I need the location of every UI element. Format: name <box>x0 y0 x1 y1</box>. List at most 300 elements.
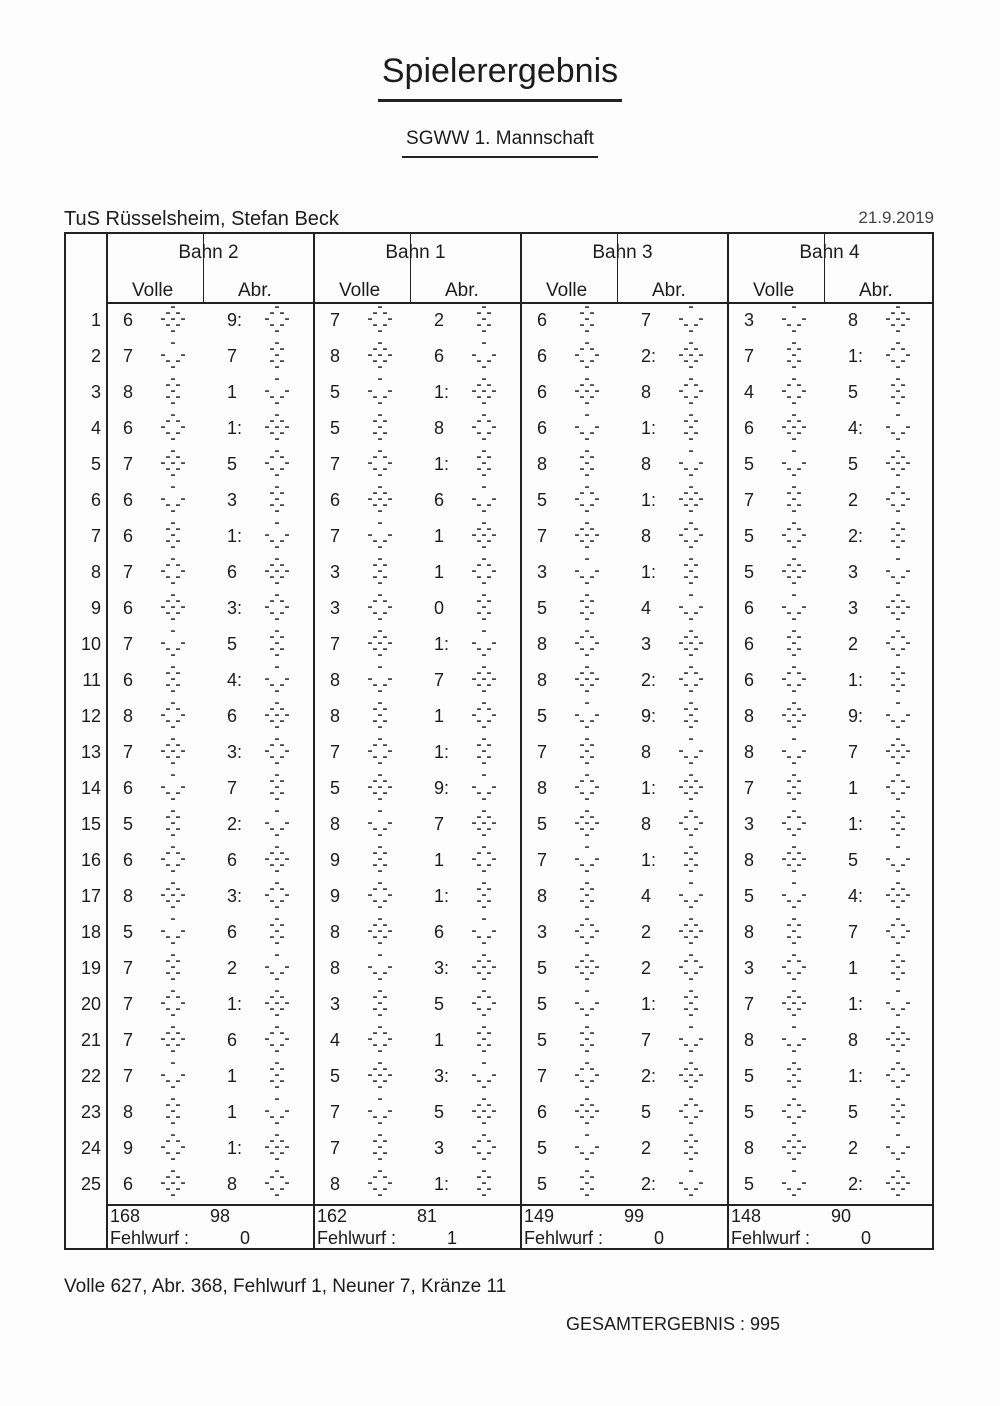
pin-diagram-icon <box>779 844 809 874</box>
volle-value: 8 <box>123 382 134 402</box>
volle-value: 7 <box>123 1030 134 1050</box>
score-row <box>66 556 936 592</box>
lane-header: Bahn 2 <box>178 242 239 263</box>
row-number: 11 <box>82 670 101 690</box>
row-number: 8 <box>90 562 101 582</box>
pin-diagram-icon <box>883 592 913 622</box>
pin-diagram-icon <box>469 952 499 982</box>
abr-value: 4 <box>641 598 652 618</box>
pin-diagram-icon <box>676 1060 706 1090</box>
pin-diagram-icon <box>676 916 706 946</box>
pin-diagram-icon <box>158 844 188 874</box>
pin-diagram-icon <box>158 736 188 766</box>
abr-value: 3: <box>434 1066 450 1086</box>
pin-diagram-icon <box>572 592 602 622</box>
pin-diagram-icon <box>262 916 292 946</box>
volle-value: 4 <box>330 1030 341 1050</box>
pin-diagram-icon <box>676 520 706 550</box>
sum-abr: 90 <box>831 1206 852 1226</box>
abr-value: 7 <box>227 778 238 798</box>
abr-value: 5 <box>227 634 238 654</box>
abr-value: 3: <box>227 886 243 906</box>
abr-value: 0 <box>434 598 445 618</box>
volle-value: 6 <box>744 598 755 618</box>
volle-value: 6 <box>123 526 134 546</box>
abr-value: 9: <box>434 778 450 798</box>
pin-diagram-icon <box>158 808 188 838</box>
lane-sum <box>727 1206 934 1250</box>
pin-diagram-icon <box>262 448 292 478</box>
pin-diagram-icon <box>572 1168 602 1198</box>
volle-value: 3 <box>744 310 755 330</box>
abr-value: 1: <box>434 742 450 762</box>
pin-diagram-icon <box>158 592 188 622</box>
pin-diagram-icon <box>469 556 499 586</box>
pin-diagram-icon <box>158 340 188 370</box>
pin-diagram-icon <box>883 1060 913 1090</box>
pin-diagram-icon <box>676 772 706 802</box>
pin-diagram-icon <box>572 340 602 370</box>
abr-value: 1 <box>848 778 859 798</box>
abr-value: 2 <box>641 1138 652 1158</box>
pin-diagram-icon <box>158 700 188 730</box>
pin-diagram-icon <box>365 376 395 406</box>
volle-value: 9 <box>123 1138 134 1158</box>
pin-diagram-icon <box>158 664 188 694</box>
pin-diagram-icon <box>262 844 292 874</box>
abr-value: 8 <box>641 526 652 546</box>
abr-value: 7 <box>434 814 445 834</box>
abr-value: 7 <box>641 310 652 330</box>
pin-diagram-icon <box>779 700 809 730</box>
pin-diagram-icon <box>469 700 499 730</box>
volle-value: 7 <box>123 562 134 582</box>
pin-diagram-icon <box>676 736 706 766</box>
pin-diagram-icon <box>469 412 499 442</box>
volle-value: 6 <box>123 1174 134 1194</box>
volle-value: 7 <box>330 526 341 546</box>
pin-diagram-icon <box>262 412 292 442</box>
volle-value: 5 <box>744 562 755 582</box>
volle-value: 8 <box>330 670 341 690</box>
volle-value: 5 <box>537 706 548 726</box>
volle-value: 3 <box>537 922 548 942</box>
pin-diagram-icon <box>469 880 499 910</box>
abr-value: 9: <box>641 706 657 726</box>
abr-value: 8 <box>434 418 445 438</box>
abr-value: 4: <box>848 418 864 438</box>
pin-diagram-icon <box>883 916 913 946</box>
row-number: 19 <box>80 958 101 978</box>
pin-diagram-icon <box>676 844 706 874</box>
volle-value: 6 <box>123 490 134 510</box>
pin-diagram-icon <box>158 484 188 514</box>
pin-diagram-icon <box>572 916 602 946</box>
volle-value: 6 <box>744 670 755 690</box>
pin-diagram-icon <box>469 304 499 334</box>
pin-diagram-icon <box>883 484 913 514</box>
volle-header: Volle <box>339 280 381 301</box>
pin-diagram-icon <box>883 844 913 874</box>
volle-value: 7 <box>123 634 134 654</box>
pin-diagram-icon <box>572 808 602 838</box>
volle-value: 6 <box>537 382 548 402</box>
abr-value: 1: <box>227 1138 243 1158</box>
pin-diagram-icon <box>676 304 706 334</box>
pin-diagram-icon <box>779 664 809 694</box>
pin-diagram-icon <box>676 700 706 730</box>
pin-diagram-icon <box>262 952 292 982</box>
score-row <box>66 1096 936 1132</box>
player-name: TuS Rüsselsheim, Stefan Beck <box>64 208 339 230</box>
volle-value: 7 <box>744 778 755 798</box>
pin-diagram-icon <box>883 808 913 838</box>
pin-diagram-icon <box>572 304 602 334</box>
pin-diagram-icon <box>469 664 499 694</box>
volle-value: 5 <box>537 490 548 510</box>
pin-diagram-icon <box>779 736 809 766</box>
volle-value: 5 <box>744 454 755 474</box>
volle-value: 7 <box>330 634 341 654</box>
pin-diagram-icon <box>779 808 809 838</box>
volle-value: 5 <box>330 778 341 798</box>
abr-value: 2 <box>641 958 652 978</box>
fehlwurf-value: 1 <box>447 1228 458 1248</box>
abr-value: 7 <box>848 742 859 762</box>
pin-diagram-icon <box>469 808 499 838</box>
abr-value: 1: <box>434 1174 450 1194</box>
pin-diagram-icon <box>365 952 395 982</box>
sum-abr: 98 <box>210 1206 231 1226</box>
pin-diagram-icon <box>262 304 292 334</box>
volle-value: 6 <box>123 850 134 870</box>
pin-diagram-icon <box>262 700 292 730</box>
score-row <box>66 664 936 700</box>
score-row <box>66 1024 936 1060</box>
pin-diagram-icon <box>469 1168 499 1198</box>
volle-value: 5 <box>123 922 134 942</box>
pin-diagram-icon <box>883 628 913 658</box>
abr-value: 2: <box>641 1066 657 1086</box>
pin-diagram-icon <box>262 1132 292 1162</box>
pin-diagram-icon <box>883 736 913 766</box>
pin-diagram-icon <box>676 376 706 406</box>
volle-value: 7 <box>744 346 755 366</box>
abr-value: 5 <box>434 1102 445 1122</box>
pin-diagram-icon <box>158 556 188 586</box>
volle-value: 8 <box>123 886 134 906</box>
pin-diagram-icon <box>572 664 602 694</box>
fehlwurf-label: Fehlwurf : <box>731 1228 811 1248</box>
score-row <box>66 880 936 916</box>
volle-value: 8 <box>123 1102 134 1122</box>
score-row <box>66 412 936 448</box>
pin-diagram-icon <box>883 772 913 802</box>
volle-value: 7 <box>330 1138 341 1158</box>
pin-diagram-icon <box>779 484 809 514</box>
pin-diagram-icon <box>365 808 395 838</box>
score-row <box>66 916 936 952</box>
pin-diagram-icon <box>365 664 395 694</box>
pin-diagram-icon <box>365 412 395 442</box>
abr-value: 3 <box>227 490 238 510</box>
abr-value: 1 <box>227 382 238 402</box>
volle-value: 9 <box>330 850 341 870</box>
abr-value: 1 <box>848 958 859 978</box>
volle-value: 6 <box>123 418 134 438</box>
abr-value: 1: <box>434 382 450 402</box>
row-number: 9 <box>90 598 101 618</box>
abr-header: Abr. <box>445 280 479 301</box>
pin-diagram-icon <box>779 1168 809 1198</box>
pin-diagram-icon <box>883 1096 913 1126</box>
pin-diagram-icon <box>572 844 602 874</box>
pin-diagram-icon <box>365 1024 395 1054</box>
volle-value: 6 <box>537 418 548 438</box>
score-row <box>66 520 936 556</box>
pin-diagram-icon <box>158 952 188 982</box>
abr-value: 2: <box>227 814 243 834</box>
abr-value: 2: <box>848 1174 864 1194</box>
pin-diagram-icon <box>365 1096 395 1126</box>
abr-value: 9: <box>227 310 243 330</box>
pin-diagram-icon <box>572 376 602 406</box>
abr-value: 7 <box>641 1030 652 1050</box>
pin-diagram-icon <box>779 952 809 982</box>
abr-value: 2: <box>641 346 657 366</box>
volle-value: 7 <box>537 850 548 870</box>
abr-value: 2 <box>848 490 859 510</box>
volle-value: 8 <box>330 814 341 834</box>
abr-value: 1: <box>641 778 657 798</box>
pin-diagram-icon <box>262 736 292 766</box>
lane-sum <box>313 1206 520 1250</box>
sum-abr: 81 <box>417 1206 438 1226</box>
pin-diagram-icon <box>676 1096 706 1126</box>
score-row <box>66 700 936 736</box>
volle-value: 5 <box>330 382 341 402</box>
volle-value: 7 <box>330 742 341 762</box>
volle-value: 8 <box>744 706 755 726</box>
abr-value: 3 <box>848 562 859 582</box>
sum-volle: 149 <box>524 1206 555 1226</box>
abr-value: 3: <box>227 598 243 618</box>
pin-diagram-icon <box>572 1024 602 1054</box>
pin-diagram-icon <box>572 1060 602 1090</box>
row-number: 18 <box>80 922 101 942</box>
score-row <box>66 484 936 520</box>
volle-value: 8 <box>330 346 341 366</box>
abr-value: 1: <box>434 634 450 654</box>
score-row <box>66 376 936 412</box>
pin-diagram-icon <box>676 988 706 1018</box>
score-row <box>66 1168 936 1204</box>
pin-diagram-icon <box>365 1132 395 1162</box>
abr-value: 2: <box>641 670 657 690</box>
pin-diagram-icon <box>779 628 809 658</box>
volle-value: 5 <box>537 814 548 834</box>
pin-diagram-icon <box>883 988 913 1018</box>
pin-diagram-icon <box>676 952 706 982</box>
row-number: 22 <box>80 1066 101 1086</box>
volle-value: 3 <box>744 958 755 978</box>
pin-diagram-icon <box>779 556 809 586</box>
pin-diagram-icon <box>572 700 602 730</box>
pin-diagram-icon <box>158 628 188 658</box>
pin-diagram-icon <box>779 412 809 442</box>
pin-diagram-icon <box>365 772 395 802</box>
row-number: 2 <box>90 346 101 366</box>
abr-value: 8 <box>227 1174 238 1194</box>
pin-diagram-icon <box>572 736 602 766</box>
abr-value: 9: <box>848 706 864 726</box>
volle-value: 8 <box>744 742 755 762</box>
pin-diagram-icon <box>469 844 499 874</box>
fehlwurf-label: Fehlwurf : <box>110 1228 190 1248</box>
volle-value: 8 <box>123 706 134 726</box>
abr-value: 1 <box>434 706 445 726</box>
volle-header: Volle <box>753 280 795 301</box>
pin-diagram-icon <box>469 376 499 406</box>
pin-diagram-icon <box>676 808 706 838</box>
title-text: Spielerergebnis <box>378 52 622 102</box>
pin-diagram-icon <box>469 1132 499 1162</box>
pin-diagram-icon <box>158 1132 188 1162</box>
abr-value: 7 <box>848 922 859 942</box>
volle-value: 7 <box>537 1066 548 1086</box>
pin-diagram-icon <box>158 772 188 802</box>
pin-diagram-icon <box>469 484 499 514</box>
sum-volle: 168 <box>110 1206 141 1226</box>
score-row <box>66 628 936 664</box>
pin-diagram-icon <box>572 448 602 478</box>
volle-value: 8 <box>537 670 548 690</box>
pin-diagram-icon <box>262 1168 292 1198</box>
abr-value: 1 <box>227 1066 238 1086</box>
score-row <box>66 1132 936 1168</box>
pin-diagram-icon <box>676 880 706 910</box>
abr-value: 1 <box>434 562 445 582</box>
abr-value: 6 <box>434 490 445 510</box>
pin-diagram-icon <box>779 916 809 946</box>
pin-diagram-icon <box>779 520 809 550</box>
volle-value: 3 <box>330 994 341 1014</box>
volle-value: 3 <box>330 598 341 618</box>
pin-diagram-icon <box>883 1024 913 1054</box>
abr-value: 7 <box>434 670 445 690</box>
abr-value: 5 <box>848 454 859 474</box>
abr-value: 5 <box>434 994 445 1014</box>
volle-value: 7 <box>123 994 134 1014</box>
row-number: 14 <box>80 778 101 798</box>
volle-value: 5 <box>744 1102 755 1122</box>
abr-value: 5 <box>848 1102 859 1122</box>
lane-header: Bahn 3 <box>592 242 653 263</box>
pin-diagram-icon <box>572 556 602 586</box>
pin-diagram-icon <box>262 340 292 370</box>
pin-diagram-icon <box>262 556 292 586</box>
volle-value: 7 <box>123 958 134 978</box>
abr-value: 1: <box>227 526 243 546</box>
pin-diagram-icon <box>262 484 292 514</box>
pin-diagram-icon <box>676 1024 706 1054</box>
abr-value: 3 <box>848 598 859 618</box>
pin-diagram-icon <box>883 1132 913 1162</box>
abr-value: 1 <box>227 1102 238 1122</box>
pin-diagram-icon <box>262 880 292 910</box>
row-number: 6 <box>90 490 101 510</box>
pin-diagram-icon <box>262 988 292 1018</box>
sum-volle: 148 <box>731 1206 762 1226</box>
volle-value: 5 <box>744 886 755 906</box>
abr-value: 2 <box>227 958 238 978</box>
abr-value: 3: <box>434 958 450 978</box>
pin-diagram-icon <box>676 340 706 370</box>
pin-diagram-icon <box>883 304 913 334</box>
lane-header: Bahn 1 <box>385 242 446 263</box>
abr-value: 6 <box>227 562 238 582</box>
lane-sum <box>520 1206 727 1250</box>
pin-diagram-icon <box>779 448 809 478</box>
pin-diagram-icon <box>676 556 706 586</box>
pin-diagram-icon <box>779 376 809 406</box>
pin-diagram-icon <box>365 592 395 622</box>
volle-value: 7 <box>123 742 134 762</box>
pin-diagram-icon <box>262 592 292 622</box>
team-text: SGWW 1. Mannschaft <box>402 128 598 158</box>
pin-diagram-icon <box>883 520 913 550</box>
pin-diagram-icon <box>469 628 499 658</box>
pin-diagram-icon <box>883 1168 913 1198</box>
volle-value: 5 <box>537 1174 548 1194</box>
volle-value: 8 <box>744 850 755 870</box>
abr-value: 8 <box>641 382 652 402</box>
volle-value: 7 <box>123 454 134 474</box>
pin-diagram-icon <box>572 988 602 1018</box>
pin-diagram-icon <box>262 664 292 694</box>
row-number: 20 <box>80 994 101 1014</box>
fehlwurf-value: 0 <box>654 1228 665 1248</box>
pin-diagram-icon <box>365 340 395 370</box>
row-number: 25 <box>80 1174 101 1194</box>
volle-value: 8 <box>330 1174 341 1194</box>
volle-value: 9 <box>330 886 341 906</box>
volle-value: 5 <box>744 1174 755 1194</box>
abr-value: 6 <box>227 706 238 726</box>
pin-diagram-icon <box>883 700 913 730</box>
abr-value: 3 <box>641 634 652 654</box>
pin-diagram-icon <box>262 772 292 802</box>
abr-value: 1 <box>434 850 445 870</box>
pin-diagram-icon <box>262 1060 292 1090</box>
volle-value: 8 <box>537 634 548 654</box>
pin-diagram-icon <box>158 988 188 1018</box>
pin-diagram-icon <box>676 664 706 694</box>
score-row <box>66 988 936 1024</box>
abr-value: 8 <box>848 310 859 330</box>
volle-value: 6 <box>123 310 134 330</box>
pin-diagram-icon <box>262 520 292 550</box>
pin-diagram-icon <box>469 736 499 766</box>
volle-value: 3 <box>537 562 548 582</box>
score-row <box>66 1060 936 1096</box>
abr-value: 1: <box>848 814 864 834</box>
abr-value: 1 <box>434 1030 445 1050</box>
volle-value: 6 <box>123 598 134 618</box>
pin-diagram-icon <box>572 484 602 514</box>
row-number: 13 <box>80 742 101 762</box>
fehlwurf-value: 0 <box>240 1228 251 1248</box>
